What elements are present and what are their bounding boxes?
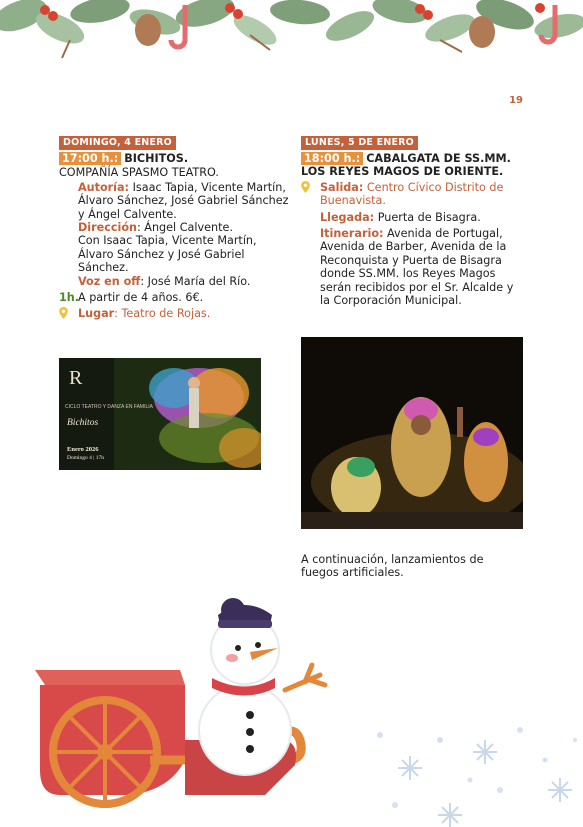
direction-value: : Ángel Calvente. — [136, 221, 233, 235]
credits-block — [59, 181, 289, 288]
snowflake-icon — [398, 740, 572, 827]
credit-cast: Con Isaac Tapia, Vicente Martín, Álvaro Sánchez y José Gabriel Sánchez. — [78, 234, 257, 275]
poster-cycle: CICLO TEATRO Y DANZA EN FAMILIA — [65, 404, 153, 410]
credit-voice — [78, 275, 289, 288]
voice-value: : José María del Río. — [140, 274, 251, 288]
place-label: Lugar — [78, 307, 115, 321]
direction-label: Dirección — [78, 221, 137, 235]
event-bichitos — [59, 135, 289, 323]
arrival-value: Puerta de Bisagra. — [377, 210, 481, 224]
event-title-line — [59, 152, 289, 165]
fireworks-note: A continuación, lanzamientos de fuegos artificiales. — [301, 553, 484, 580]
event-time-tag: 17:00 h.: — [59, 152, 121, 165]
duration-value: 1h. — [59, 291, 79, 305]
event-title: CABALGATA DE SS.MM. — [366, 152, 511, 165]
garland-leaves — [0, 0, 583, 51]
event-day-tag: DOMINGO, 4 ENERO — [59, 136, 176, 150]
event-title-continued: LOS REYES MAGOS DE ORIENTE. — [301, 165, 504, 179]
voice-label: Voz en off — [78, 274, 141, 288]
place-value: : Teatro de Rojas. — [114, 307, 211, 321]
location-pin-icon — [301, 181, 320, 196]
credit-author — [78, 181, 289, 221]
location-pin-icon — [59, 307, 78, 322]
author-value: Isaac Tapia, Vicente Martín, Álvaro Sánchez, José Gabriel Sánchez y Ángel Calvente. — [78, 180, 289, 221]
author-label: Autoría: — [78, 180, 130, 194]
route-label: Itinerario: — [320, 227, 384, 241]
christmas-garland-illustration — [0, 0, 583, 80]
route-line — [301, 227, 526, 307]
age-price: A partir de 4 años. 6€. — [78, 291, 204, 305]
snowman-icon — [199, 598, 325, 775]
event-company: COMPAÑÍA SPASMO TEATRO. — [59, 166, 219, 180]
exit-value: Centro Cívico Distrito de Buenavista. — [320, 180, 504, 208]
credit-direction — [78, 221, 289, 234]
duration-line — [59, 291, 289, 304]
place-line — [59, 307, 289, 322]
reyes-magos-photo — [301, 337, 523, 529]
exit-line — [301, 181, 526, 208]
snowman-sleigh-illustration — [0, 590, 583, 827]
event-time-tag: 18:00 h.: — [301, 152, 363, 165]
exit-label: Salida: — [320, 180, 364, 194]
event-title: BICHITOS. — [124, 152, 189, 165]
event-day-tag: LUNES, 5 DE ENERO — [301, 136, 418, 150]
poster-logo-r: R — [69, 367, 83, 389]
route-value: Avenida de Portugal, Avenida de Barber, Avenida de la Reconquista y Puerta de Bisagra donde SS.MM. los Reyes Magos serán recibidos por el Sr. Alcalde y la Corporación Municipal. — [320, 227, 514, 308]
page-number: 19 — [509, 95, 523, 106]
sleigh-wheel-icon — [53, 700, 157, 804]
arrival-line — [301, 211, 526, 224]
arrival-label: Llegada: — [320, 210, 375, 224]
bichitos-poster-image — [59, 358, 261, 470]
event-cabalgata — [301, 135, 526, 307]
poster-date: Enero 2026 — [67, 446, 99, 453]
poster-title: Bichitos — [67, 418, 99, 428]
event-title-line — [301, 152, 526, 165]
poster-time: Domingo 4 | 17h — [67, 455, 105, 461]
